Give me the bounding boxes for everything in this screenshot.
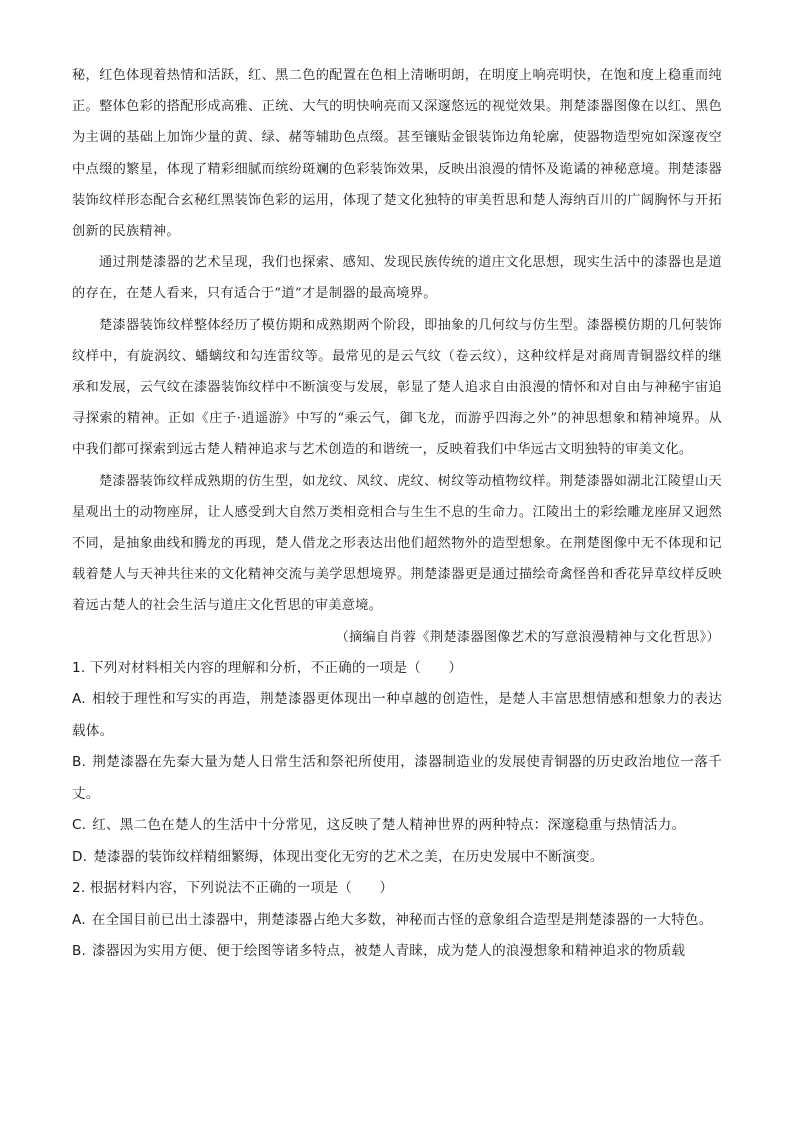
option-key: A. xyxy=(72,691,86,708)
option-key: A. xyxy=(72,911,86,928)
passage-paragraph: 楚漆器装饰纹样成熟期的仿生型，如龙纹、凤纹、虎纹、树纹等动植物纹样。荆楚漆器如湖北江陵望山天星观出土的动物座屏，让人感受到大自然万类相竞相合与生生不息的生命力。江陵出土的彩绘雕龙座屏又迥然不同，是抽象曲线和腾龙的再现，楚人借龙之形表达出他们超然物外的造型想象。在荆楚图像中无不体现和记载着楚人与天神共往来的文化精神交流与美学思想境界。荆楚漆器更是通过描绘奇禽怪兽和香花异草纹样反映着远古楚人的社会生活与道庄文化哲思的审美意境。 xyxy=(72,473,722,614)
option-text: 漆器因为实用方便、便于绘图等诸多特点，被楚人青睐，成为楚人的浪漫想象和精神追求的物质载 xyxy=(92,943,686,960)
option-text: 荆楚漆器在先秦大量为楚人日常生活和祭祀所使用，漆器制造业的发展使青铜器的历史政治地位一落千丈。 xyxy=(72,754,722,802)
option-a xyxy=(72,684,722,747)
option-d xyxy=(72,842,722,874)
option-key: B. xyxy=(72,943,87,960)
option-key: B. xyxy=(72,754,87,771)
option-text: 楚漆器的装饰纹样精细繁缛，体现出变化无穷的艺术之美，在历史发展中不断演变。 xyxy=(93,848,604,865)
option-text: 相较于理性和写实的再造，荆楚漆器更体现出一种卓越的创造性，是楚人丰富思想情感和想象力的表达载体。 xyxy=(72,691,722,739)
option-text: 在全国目前已出土漆器中，荆楚漆器占绝大多数，神秘而古怪的意象组合造型是荆楚漆器的一大特色。 xyxy=(91,911,713,928)
document-page xyxy=(72,60,722,968)
passage-paragraph: 通过荆楚漆器的艺术呈现，我们也探索、感知、发现民族传统的道庄文化思想，现实生活中的漆器也是道的存在，在楚人看来，只有适合于“道”才是制器的最高境界。 xyxy=(72,255,722,302)
option-b xyxy=(72,936,722,968)
option-key: D. xyxy=(72,848,88,865)
reading-passage xyxy=(72,60,722,653)
option-c xyxy=(72,810,722,842)
passage-source: （摘编自肖蓉《荆楚漆器图像艺术的写意浪漫精神与文化哲思》） xyxy=(335,629,720,645)
passage-paragraph: 秘，红色体现着热情和活跃，红、黑二色的配置在色相上清晰明朗，在明度上响亮明快，在饱和度上稳重而纯正。整体色彩的搭配形成高雅、正统、大气的明快响亮而又深邃悠远的视觉效果。荆楚漆器图像在以红、黑色为主调的基础上加饰少量的黄、绿、赭等辅助色点缀。甚至镶贴金银装饰边角轮廓，使器物造型宛如深邃夜空中点缀的繁星，体现了精彩细腻而缤纷斑斓的色彩装饰效果，反映出浪漫的情怀及诡谲的神秘意境。荆楚漆器装饰纹样形态配合玄秘红黑装饰色彩的运用，体现了楚文化独特的审美哲思和楚人海纳百川的广阔胸怀与开拓创新的民族精神。 xyxy=(72,68,722,240)
question-1 xyxy=(72,653,722,874)
option-text: 红、黑二色在楚人的生活中十分常见，这反映了楚人精神世界的两种特点：深邃稳重与热情活力。 xyxy=(92,817,686,834)
question-stem: 2. 根据材料内容，下列说法不正确的一项是（ ） xyxy=(72,880,394,897)
question-2 xyxy=(72,873,722,968)
option-key: C. xyxy=(72,817,87,834)
option-a xyxy=(72,905,722,937)
question-stem: 1. 下列对材料相关内容的理解和分析，不正确的一项是（ ） xyxy=(72,659,463,676)
passage-paragraph: 楚漆器装饰纹样整体经历了模仿期和成熟期两个阶段，即抽象的几何纹与仿生型。漆器模仿期的几何装饰纹样中，有旋涡纹、蟠螭纹和勾连雷纹等。最常见的是云气纹（卷云纹），这种纹样是对商周青铜器纹样的继承和发展，云气纹在漆器装饰纹样中不断演变与发展，彰显了楚人追求自由浪漫的情怀和对自由与神秘宇宙追寻探索的精神。正如《庄子·逍遥游》中写的“乘云气，御飞龙，而游乎四海之外”的神思想象和精神境界。从中我们都可探索到远古楚人精神追求与艺术创造的和谐统一，反映着我们中华远古文明独特的审美文化。 xyxy=(72,317,722,458)
option-b xyxy=(72,747,722,810)
